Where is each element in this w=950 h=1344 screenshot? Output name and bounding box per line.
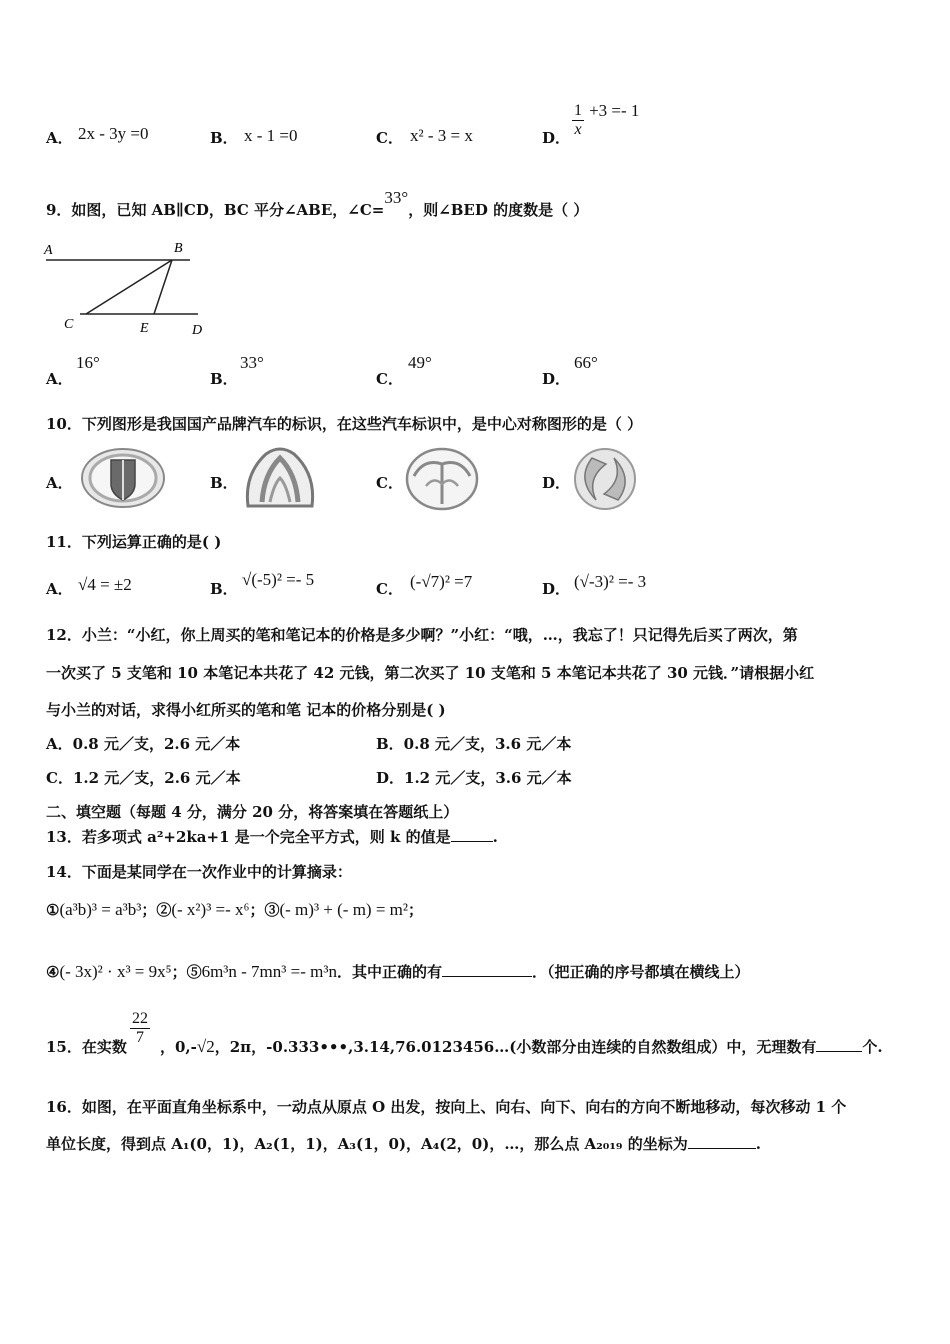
q16-line-2-text: 单位长度，得到点 A₁(0，1)，A₂(1，1)，A₃(1，0)，A₄(2，0)，…，那么点 A₂₀₁₉ 的坐标为 <box>46 1135 688 1153</box>
numerator: 1 <box>574 102 582 119</box>
q11-option-d-label: D． <box>542 580 571 598</box>
q13-stem <box>46 826 498 847</box>
fraction <box>572 102 584 139</box>
answer-blank <box>451 827 493 842</box>
point-c-label: C <box>64 317 74 332</box>
item-2-marker: ；② <box>141 901 172 919</box>
q11-option-b-label: B． <box>210 580 238 598</box>
q12-option-d: D．1.2 元／支，3.6 元／本 <box>376 769 572 787</box>
q8-option-a-label: A． <box>46 129 73 147</box>
q8-option-b-label: B． <box>210 129 238 147</box>
q15-text-after: ，2π，-0.333•••,3.14,76.0123456…(小数部分由连续的自然数组成）中，无理数有 <box>214 1038 817 1056</box>
q9-option-a-label: A． <box>46 370 73 388</box>
q15-fraction <box>130 1010 150 1047</box>
q9-angle: 33° <box>384 188 409 207</box>
q8-option-d-rest: +3 =- 1 <box>589 100 640 120</box>
item-5-math: 6m³n - 7mn³ =- m³n <box>201 962 337 981</box>
point-e-label: E <box>140 321 149 336</box>
q15-tail: 个. <box>862 1038 883 1056</box>
q15-text-mid: ，0,- <box>160 1038 197 1056</box>
q9-figure <box>40 236 220 340</box>
item-1-marker: ① <box>46 901 60 919</box>
q8-option-b-math: x - 1 =0 <box>244 126 298 145</box>
item-4-math: (- 3x)² · x³ = 9x⁵ <box>59 962 172 981</box>
q10-option-c-label: C． <box>376 474 403 492</box>
q9-option-b-label: B． <box>210 370 238 388</box>
q9-stem <box>46 188 589 220</box>
q11-option-d-math: (√-3)² =- 3 <box>574 572 647 591</box>
fraction <box>130 1010 150 1047</box>
q9-option-c-label: C． <box>376 370 403 388</box>
q11-option-c-math: (-√7)² =7 <box>410 572 473 591</box>
q13-text-after: . <box>492 828 498 846</box>
q8-option-d-fraction <box>572 102 639 139</box>
q8-option-c-label: C． <box>376 129 403 147</box>
car-logo-d-icon <box>572 446 638 512</box>
q12-line-1: 12．小兰：“小红，你上周买的笔和笔记本的价格是多少啊？”小红：“哦，…，我忘了！只记得先后买了两次，第 <box>46 626 798 644</box>
q14-tail-2: ．（把正确的序号都填在横线上） <box>531 963 750 981</box>
q9-text-before: 9．如图，已知 AB∥CD，BC 平分∠ABE，∠C= <box>46 201 385 219</box>
q10-option-b-label: B． <box>210 474 238 492</box>
q12-option-b: B．0.8 元／支，3.6 元／本 <box>376 735 572 753</box>
point-d-label: D <box>192 323 203 338</box>
q9-option-b-value: 33° <box>240 353 264 372</box>
item-2-math: (- x²)³ =- x⁶ <box>171 900 250 919</box>
segment-be <box>154 260 172 314</box>
q11-option-a-label: A． <box>46 580 73 598</box>
item-1-math: (a³b)³ = a³b³ <box>59 900 142 919</box>
q9-option-c-value: 49° <box>408 353 432 372</box>
q11-option-a-math: √4 = ±2 <box>78 575 132 594</box>
q11-option-b-math: √(-5)² =- 5 <box>242 570 315 589</box>
q9-option-d-label: D． <box>542 370 571 388</box>
item-3-end: ； <box>408 901 424 919</box>
sqrt-2: √2 <box>196 1037 215 1056</box>
answer-blank <box>442 962 532 977</box>
q16-line-2 <box>46 1133 761 1154</box>
item-3-math: (- m)³ + (- m) = m² <box>279 900 408 919</box>
q14-line-1 <box>46 899 423 920</box>
point-b-label: B <box>174 241 183 256</box>
q16-tail: . <box>755 1135 761 1153</box>
denominator: 7 <box>136 1029 144 1046</box>
item-5-marker: ；⑤ <box>171 963 202 981</box>
q9-option-d-value: 66° <box>574 353 598 372</box>
q11-stem: 11．下列运算正确的是( ) <box>46 533 222 551</box>
segment-bc <box>86 260 172 314</box>
q8-option-d-label: D． <box>542 129 571 147</box>
car-logo-a-icon <box>80 446 166 510</box>
item-4-marker: ④ <box>46 963 60 981</box>
q12-option-c: C．1.2 元／支，2.6 元／本 <box>46 769 241 787</box>
q15-line <box>160 1036 883 1057</box>
denominator: x <box>574 121 582 138</box>
q15-text-before: 15．在实数 <box>46 1038 127 1056</box>
q8-option-c-math: x² - 3 = x <box>410 126 473 145</box>
point-a-label: A <box>44 243 53 258</box>
car-logo-c-icon <box>404 446 480 512</box>
q11-option-c-label: C． <box>376 580 403 598</box>
q16-line-1: 16．如图，在平面直角坐标系中，一动点从原点 O 出发，按向上、向右、向下、向右的方向不断地移动，每次移动 1 个 <box>46 1098 847 1116</box>
q14-stem: 14．下面是某同学在一次作业中的计算摘录： <box>46 863 352 881</box>
car-logo-b-icon <box>240 444 320 512</box>
q12-option-a: A．0.8 元／支，2.6 元／本 <box>46 735 241 753</box>
q12-line-2: 一次买了 5 支笔和 10 本笔记本共花了 42 元钱，第二次买了 10 支笔和 5 本笔记本共花了 30 元钱．”请根据小红 <box>46 664 815 682</box>
q10-option-d-label: D． <box>542 474 571 492</box>
q14-tail-1: ．其中正确的有 <box>336 963 442 981</box>
answer-blank <box>688 1134 756 1149</box>
q10-option-a-label: A． <box>46 474 73 492</box>
item-3-marker: ；③ <box>249 901 280 919</box>
q14-line-2 <box>46 961 749 982</box>
q10-stem: 10．下列图形是我国国产品牌汽车的标识，在这些汽车标识中，是中心对称图形的是（ ） <box>46 415 643 433</box>
q9-text-after: ，则∠BED 的度数是（ ） <box>408 201 589 219</box>
answer-blank <box>816 1037 862 1052</box>
q8-option-a-math: 2x - 3y =0 <box>78 124 149 143</box>
q9-option-a-value: 16° <box>76 353 100 372</box>
numerator: 22 <box>132 1010 148 1027</box>
q13-text-before: 13．若多项式 a²+2ka+1 是一个完全平方式，则 k 的值是 <box>46 828 451 846</box>
q12-line-3: 与小兰的对话，求得小红所买的笔和笔 记本的价格分别是( ) <box>46 701 446 719</box>
section-heading: 二、填空题（每题 4 分，满分 20 分，将答案填在答题纸上） <box>46 803 459 821</box>
